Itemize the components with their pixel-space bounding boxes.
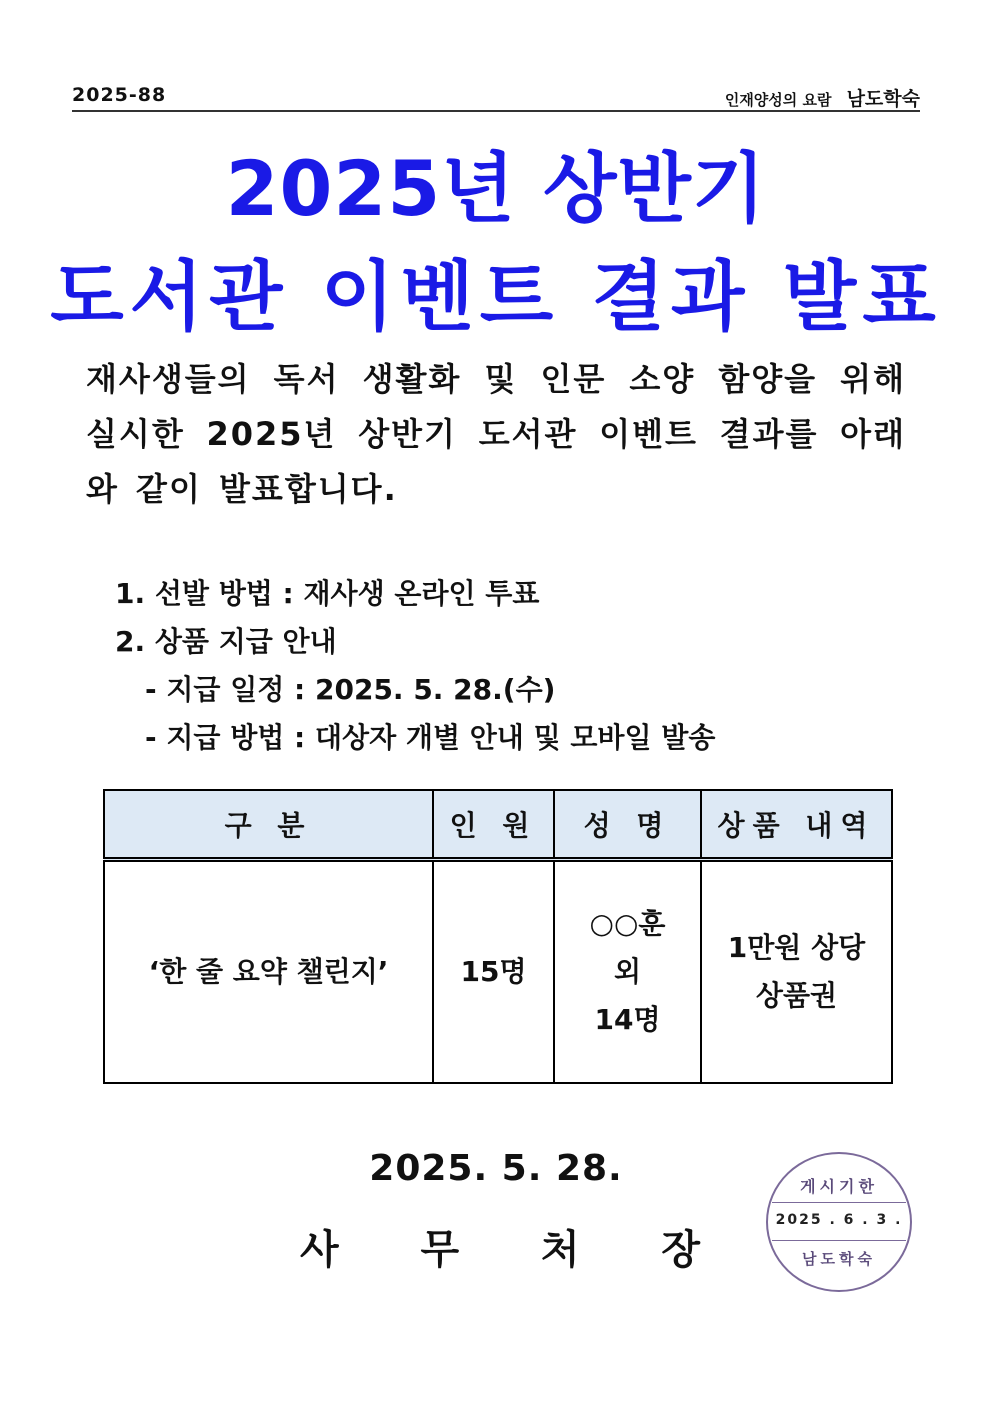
prize-line-2: 상품권	[755, 979, 838, 1012]
stamp-divider-bottom	[772, 1240, 906, 1241]
name-line-1: ○○훈	[589, 907, 666, 940]
signer	[300, 1218, 700, 1275]
title-line-1: 2025년 상반기	[225, 144, 767, 233]
title-line-2: 도서관 이벤트 결과 발표	[50, 252, 942, 341]
table-header-row	[104, 790, 892, 860]
cell-count: 15명	[433, 860, 554, 1084]
stamp-org: 남도학숙	[802, 1250, 876, 1268]
column-header-count: 인 원	[433, 790, 554, 860]
details-list	[115, 570, 715, 762]
posting-deadline-stamp	[766, 1152, 912, 1292]
intro-paragraph: 재사생들의 독서 생활화 및 인문 소양 함양을 위해 실시한 2025년 상반기 도서관 이벤트 결과를 아래와 같이 발표합니다.	[86, 360, 906, 508]
list-subitem-method: - 지급 방법 : 대상자 개별 안내 및 모바일 발송	[145, 721, 716, 754]
stamp-date: 2025 . 6 . 3 .	[775, 1212, 903, 1228]
column-header-category: 구 분	[104, 790, 433, 860]
cell-category: ‘한 줄 요약 챌린지’	[104, 860, 433, 1084]
document-header	[72, 84, 920, 112]
signer-char-4: 장	[661, 1227, 700, 1273]
name-line-3: 14명	[594, 1003, 661, 1036]
signer-char-1: 사	[300, 1227, 339, 1273]
column-header-prize: 상품 내역	[701, 790, 892, 860]
table-row	[104, 860, 892, 1084]
signer-char-2: 무	[420, 1227, 460, 1273]
name-line-2: 외	[613, 955, 642, 988]
cell-prize	[701, 860, 892, 1084]
prize-line-1: 1만원 상당	[727, 931, 866, 964]
document-number: 2025-88	[72, 84, 167, 106]
list-item-selection-method: 1. 선발 방법 : 재사생 온라인 투표	[115, 577, 540, 610]
signer-char-3: 처	[540, 1227, 580, 1273]
header-right	[725, 84, 920, 111]
column-header-name: 성 명	[554, 790, 701, 860]
stamp-title: 게시기한	[800, 1177, 878, 1196]
list-item-prize-info: 2. 상품 지급 안내	[115, 625, 337, 658]
list-subitem-schedule: - 지급 일정 : 2025. 5. 28.(수)	[145, 673, 556, 706]
cell-name	[554, 860, 701, 1084]
issue-date: 2025. 5. 28.	[369, 1148, 623, 1189]
school-name: 남도학숙	[846, 88, 920, 110]
slogan: 인재양성의 요람	[724, 91, 832, 109]
results-table	[103, 789, 893, 1084]
stamp-divider-top	[772, 1202, 906, 1203]
